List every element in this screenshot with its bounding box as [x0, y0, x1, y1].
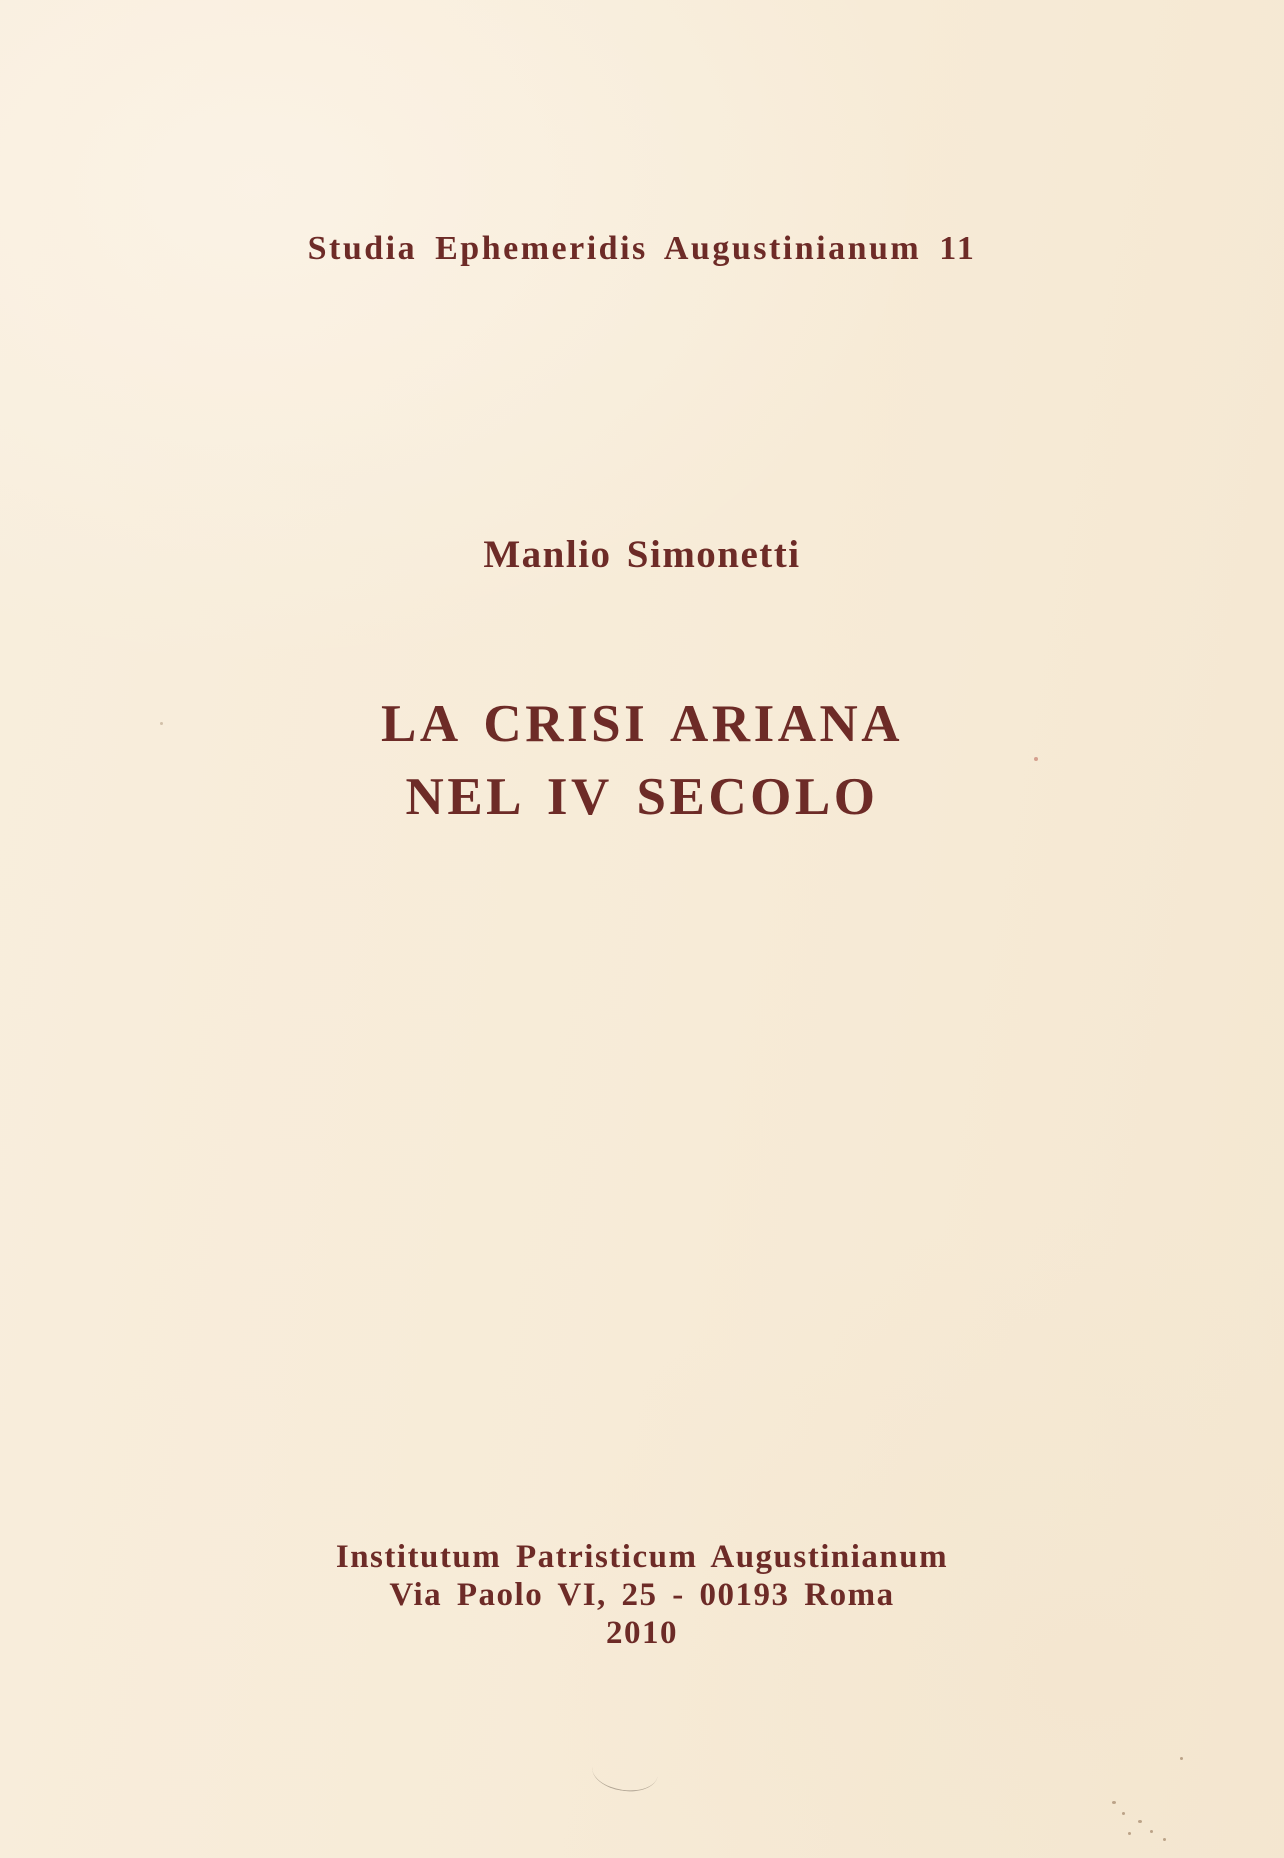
scan-speckle — [1180, 1757, 1183, 1760]
scan-speckle — [1112, 1801, 1116, 1804]
book-title — [0, 688, 1284, 834]
publisher-name: Institutum Patristicum Augustinianum — [335, 1539, 949, 1575]
scan-speckle — [1128, 1832, 1131, 1835]
publisher-address: Via Paolo VI, 25 - 00193 Roma — [389, 1577, 895, 1613]
scan-speckle — [1138, 1820, 1142, 1823]
scan-speckle — [1034, 757, 1038, 761]
scan-speckle — [1150, 1830, 1153, 1833]
series-title: Studia Ephemeridis Augustinianum 11 — [307, 230, 977, 267]
author-name: Manlio Simonetti — [483, 533, 801, 576]
title-line-1: LA CRISI ARIANA — [380, 695, 904, 753]
scan-speckle — [1122, 1812, 1125, 1815]
scan-speckle — [1163, 1838, 1166, 1841]
scan-hairline-artifact — [590, 1748, 661, 1796]
imprint-block — [0, 1538, 1284, 1652]
publication-year: 2010 — [606, 1615, 678, 1651]
title-line-2: NEL IV SECOLO — [405, 768, 879, 826]
scan-speckle — [160, 722, 163, 725]
